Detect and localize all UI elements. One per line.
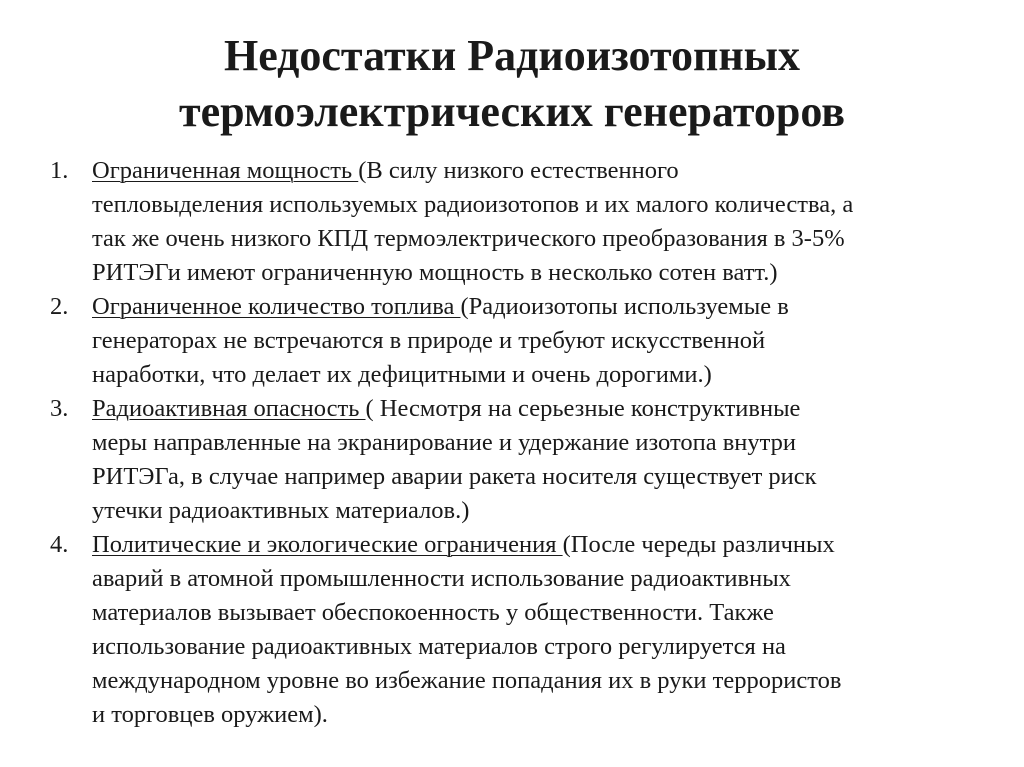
- item-heading: Радиоактивная опасность: [92, 395, 366, 422]
- item-line: генераторах не встречаются в природе и требуют искусственной: [92, 327, 766, 354]
- title-line-1: Недостатки Радиоизотопных: [223, 31, 801, 80]
- list-item: [50, 392, 990, 528]
- drawbacks-list: [50, 154, 990, 732]
- item-line: наработки, что делает их дефицитными и очень дорогими.): [92, 361, 712, 388]
- item-line: использование радиоактивных материалов строго регулируется на: [92, 633, 786, 660]
- item-line: утечки радиоактивных материалов.): [92, 497, 470, 524]
- item-text: ( Несмотря на серьезные конструктивные: [365, 395, 801, 422]
- item-number: 2.: [50, 293, 69, 320]
- item-heading: Политические и экологические ограничения: [92, 531, 563, 558]
- item-line: меры направленные на экранирование и удержание изотопа внутри: [92, 429, 797, 456]
- item-line: РИТЭГа, в случае например аварии ракета носителя существует риск: [92, 463, 817, 490]
- item-number: 4.: [50, 531, 69, 558]
- item-number: 3.: [50, 395, 69, 422]
- item-text: (В силу низкого естественного: [358, 157, 679, 184]
- list-item: [50, 528, 990, 732]
- item-number: 1.: [50, 157, 69, 184]
- item-text: (После череды различных: [562, 531, 835, 558]
- item-line: так же очень низкого КПД термоэлектрического преобразования в 3-5%: [92, 225, 845, 252]
- slide-title: [0, 28, 1024, 140]
- item-line: [92, 154, 990, 188]
- item-line: аварий в атомной промышленности использование радиоактивных: [92, 565, 791, 592]
- item-line: тепловыделения используемых радиоизотопов и их малого количества, а: [92, 191, 854, 218]
- item-line: [92, 528, 990, 562]
- item-text: (Радиоизотопы используемые в: [460, 293, 789, 320]
- list-item: [50, 290, 990, 392]
- item-line: и торговцев оружием).: [92, 701, 328, 728]
- item-line: материалов вызывает обеспокоенность у общественности. Также: [92, 599, 774, 626]
- item-line: международном уровне во избежание попадания их в руки террористов: [92, 667, 842, 694]
- item-line: РИТЭГи имеют ограниченную мощность в несколько сотен ватт.): [92, 259, 778, 286]
- list-item: [50, 154, 990, 290]
- item-heading: Ограниченная мощность: [92, 157, 359, 184]
- item-line: [92, 392, 990, 426]
- item-line: [92, 290, 990, 324]
- item-heading: Ограниченное количество топлива: [92, 293, 461, 320]
- title-line-2: термоэлектрических генераторов: [178, 87, 846, 136]
